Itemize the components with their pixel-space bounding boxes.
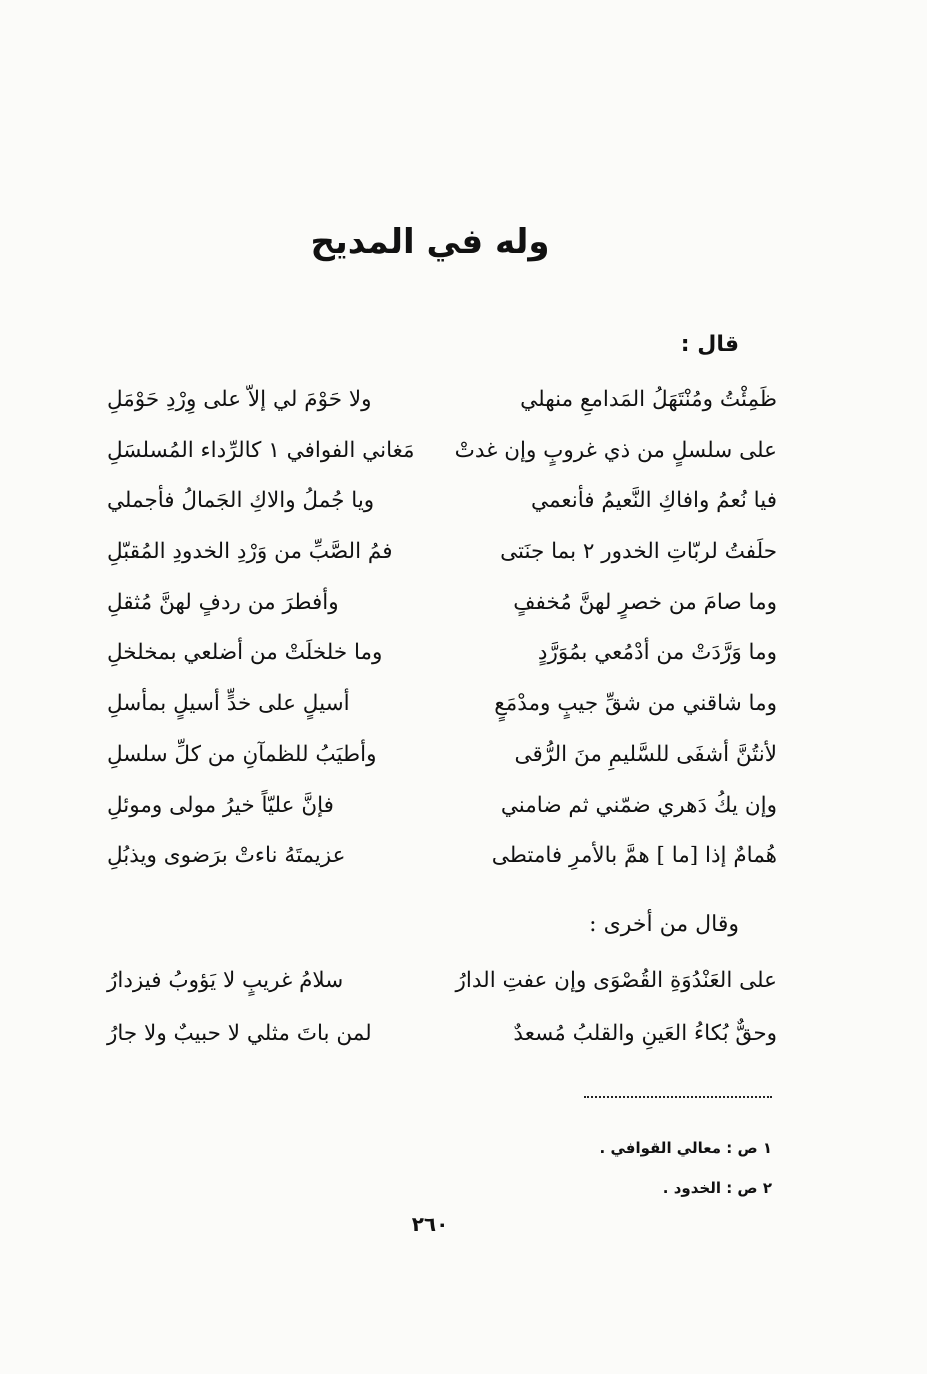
- second-hemistich: وأطيَبُ للظمآنِ من كلِّ سلسلِ: [107, 741, 377, 767]
- second-hemistich: عزيمتَهُ ناءتْ برَضوى ويذبُلِ: [107, 843, 346, 869]
- second-poem-intro: وقال من أخرى :: [589, 912, 739, 937]
- first-hemistich: وما شاقني من شقِّ جيبٍ ومدْمَعٍ: [494, 691, 777, 717]
- footnote-divider: [584, 1096, 772, 1098]
- second-hemistich: سلامُ غريبٍ لا يَؤوبُ فيزدارُ: [107, 968, 344, 993]
- first-hemistich: ظَمِئْتُ ومُنْتَهَلُ المَدامعِ منهلي: [520, 387, 777, 412]
- second-hemistich: فإنَّ عليّاً خيرُ مولى وموئلِ: [107, 792, 334, 818]
- second-hemistich: ولا حَوْمَ لي إلاّ على وِرْدِ حَوْمَلِ: [107, 387, 372, 412]
- second-hemistich: وما خلخلَتْ من أضلعي بمخلخلِ: [107, 640, 383, 666]
- verse: [107, 793, 777, 844]
- verse: [107, 438, 777, 489]
- footnotes: [600, 1128, 772, 1208]
- page-title: وله في المديح: [310, 222, 550, 262]
- verse: [107, 843, 777, 894]
- verse: [107, 539, 777, 590]
- first-hemistich: هُمامٌ إذا [ما ] همَّ بالأمرِ فامتطى: [491, 843, 777, 869]
- verse: [107, 691, 777, 742]
- first-hemistich: على العَنْدُوَةِ القُصْوَى وإن عفتِ الدارُ: [455, 968, 777, 993]
- footnote: ٢ ص : الخدود .: [662, 1179, 772, 1197]
- intro-label: قال :: [680, 332, 739, 357]
- verse: [107, 488, 777, 539]
- verse: [107, 1021, 777, 1074]
- second-hemistich: أسيلٍ على خدٍّ أسيلٍ بمأسلِ: [107, 691, 350, 717]
- first-hemistich: وما صامَ من خصرٍ لهنَّ مُخففٍ: [513, 589, 777, 615]
- second-hemistich: وأفطرَ من ردفٍ لهنَّ مُثقلِ: [107, 589, 339, 615]
- verse: [107, 742, 777, 793]
- footnote: ١ ص : معالي القوافي .: [599, 1139, 772, 1157]
- verse: [107, 640, 777, 691]
- second-hemistich: مَغاني الفوافي ١ كالرِّداء المُسلسَلِ: [107, 437, 415, 463]
- first-hemistich: وإن يكُ دَهري ضمّني ثم ضامني: [500, 792, 777, 818]
- first-hemistich: حلَفتُ لربّاتِ الخدور ٢ بما جنَتى: [500, 539, 777, 565]
- first-hemistich: لأنتُنَّ أشفَى للسَّليمِ منَ الرُّقى: [514, 741, 777, 767]
- page-number: ٢٦٠: [411, 1212, 449, 1236]
- first-hemistich: على سلسلٍ من ذي غروبٍ وإن غدتْ: [454, 437, 777, 463]
- second-hemistich: فمُ الصَّبِّ من وَرْدِ الخدودِ المُقبّلِ: [107, 539, 393, 565]
- first-hemistich: فيا نُعمُ وافاكِ النَّعيمُ فأنعمي: [531, 488, 777, 514]
- first-hemistich: وحقٌّ بُكاءُ العَينِ والقلبُ مُسعدٌ: [513, 1021, 777, 1046]
- second-hemistich: ويا جُملُ والاكِ الجَمالُ فأجملي: [107, 488, 375, 514]
- poem-1: [107, 387, 777, 894]
- verse: [107, 387, 777, 438]
- second-hemistich: لمن باتَ مثلي لا حبيبٌ ولا جارُ: [107, 1021, 372, 1046]
- first-hemistich: وما وَرَّدَتْ من أدْمُعي بمُوَرَّدٍ: [537, 640, 777, 666]
- verse: [107, 590, 777, 641]
- poem-2: [107, 968, 777, 1074]
- verse: [107, 968, 777, 1021]
